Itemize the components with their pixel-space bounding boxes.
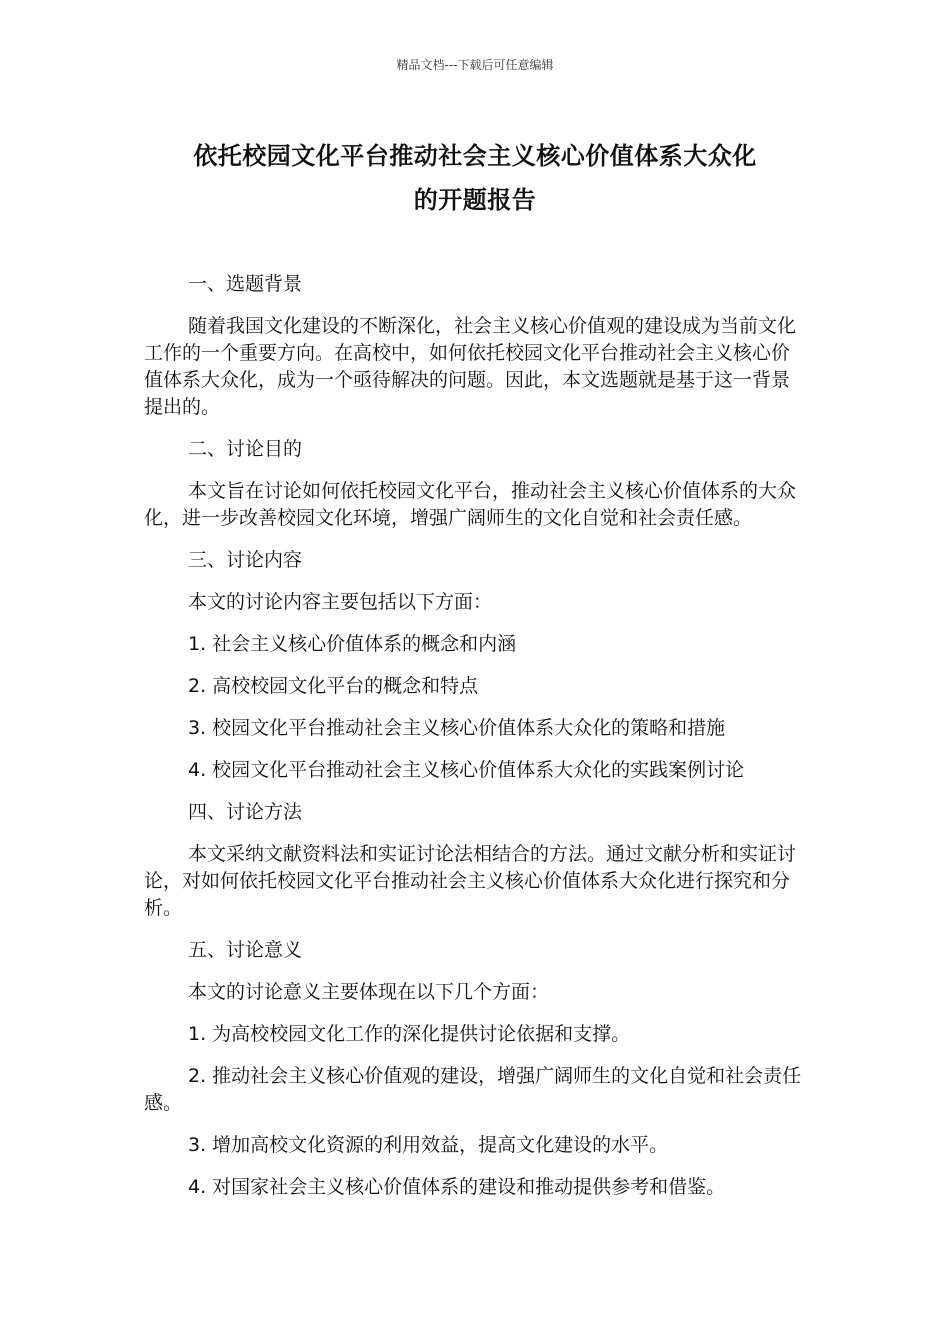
paragraph-purpose: 本文旨在讨论如何依托校园文化平台，推动社会主义核心价值体系的大众化，进一步改善校园文化环境，增强广阔师生的文化自觉和社会责任感。 xyxy=(144,480,797,529)
header-note: 精品文档---下载后可任意编辑 xyxy=(396,58,554,72)
list-item: 4. 对国家社会主义核心价值体系的建设和推动提供参考和借鉴。 xyxy=(188,1176,726,1198)
list-item: 1. 为高校校园文化工作的深化提供讨论依据和支撑。 xyxy=(188,1023,631,1045)
section-heading-background: 一、选题背景 xyxy=(188,273,303,295)
list-item: 2. 高校校园文化平台的概念和特点 xyxy=(188,675,479,697)
list-item: 3. 校园文化平台推动社会主义核心价值体系大众化的策略和措施 xyxy=(188,717,726,739)
list-item: 2. 推动社会主义核心价值观的建设，增强广阔师生的文化自觉和社会责任感。 xyxy=(144,1065,802,1114)
paragraph-method: 本文采纳文献资料法和实证讨论法相结合的方法。通过文献分析和实证讨论，对如何依托校园文化平台推动社会主义核心价值体系大众化进行探究和分析。 xyxy=(144,843,797,919)
title-line-1: 依托校园文化平台推动社会主义核心价值体系大众化 xyxy=(193,142,757,170)
document-title xyxy=(140,134,810,222)
paragraph-background: 随着我国文化建设的不断深化，社会主义核心价值观的建设成为当前文化工作的一个重要方向。在高校中，如何依托校园文化平台推动社会主义核心价值体系大众化，成为一个亟待解决的问题。因此，本文选题就是基于这一背景提出的。 xyxy=(144,315,797,418)
title-line-2: 的开题报告 xyxy=(413,186,537,214)
list-item: 1. 社会主义核心价值体系的概念和内涵 xyxy=(188,633,517,655)
section-heading-significance: 五、讨论意义 xyxy=(188,939,303,961)
section-heading-method: 四、讨论方法 xyxy=(188,801,303,823)
list-item: 3. 增加高校文化资源的利用效益，提高文化建设的水平。 xyxy=(188,1134,669,1156)
section-heading-content: 三、讨论内容 xyxy=(188,549,303,571)
paragraph-significance-intro: 本文的讨论意义主要体现在以下几个方面： xyxy=(188,981,550,1003)
list-item: 4. 校园文化平台推动社会主义核心价值体系大众化的实践案例讨论 xyxy=(188,759,745,781)
section-heading-purpose: 二、讨论目的 xyxy=(188,438,303,460)
document-body xyxy=(144,271,804,1216)
paragraph-content-intro: 本文的讨论内容主要包括以下方面： xyxy=(188,591,493,613)
